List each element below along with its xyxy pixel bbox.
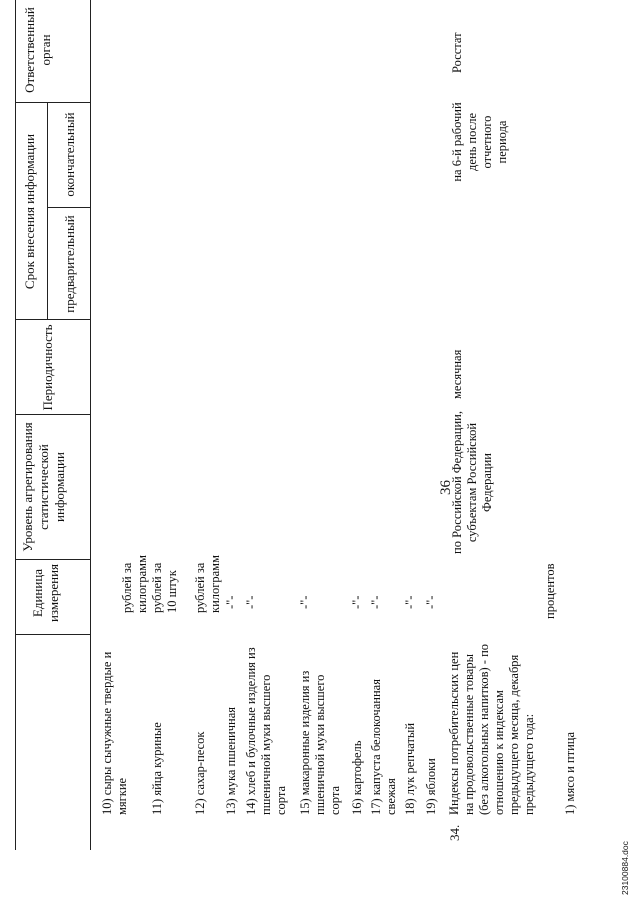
header-aggregation: Уровень агрегирования статистической информации (20, 422, 67, 552)
list-item-unit: рублей за килограмм (120, 555, 149, 613)
header-final: окончательный (62, 112, 77, 197)
item-34-periodicity: месячная (450, 349, 464, 399)
header-bottom-border (90, 0, 91, 850)
page-number: 36 (438, 480, 454, 495)
list-item-unit: рублей за килограмм (193, 555, 222, 613)
header-unit: Единица измерения (30, 563, 61, 623)
list-item-unit: -"- (244, 595, 258, 609)
sub-item-name: 1) мясо и птица (563, 731, 577, 815)
col-divider-2 (15, 559, 90, 560)
item-34-aggregation: по Российской Федерации, субъектам Российской Федерации (450, 411, 494, 554)
header-preliminary: предварительный (62, 215, 77, 313)
item-34-final-deadline: на 6-й рабочий день после отчетного периода (450, 102, 509, 182)
list-item-name: 13) мука пшеничная (224, 706, 238, 815)
list-item-name: 12) сахар-песок (193, 731, 207, 815)
list-item-name: 10) сыры сычужные твердые и мягкие (100, 651, 129, 815)
deadline-subheader-border (47, 103, 48, 320)
item-number: 34. (447, 824, 462, 841)
table-top-border (15, 0, 16, 850)
list-item-name: 14) хлеб и булочные изделия из пшеничной муки высшего сорта (244, 647, 288, 815)
col-divider-1 (15, 634, 90, 635)
list-item-unit: -"- (403, 595, 417, 609)
list-item-name: 16) картофель (350, 740, 364, 815)
list-item-name: 15) макаронные изделия из пшеничной муки высшего сорта (298, 670, 342, 815)
item-34-responsible: Росстат (450, 32, 464, 73)
list-item-unit: -"- (224, 595, 238, 609)
list-item-unit: -"- (424, 595, 438, 609)
list-item-name: 19) яблоки (424, 758, 438, 815)
list-item-name: 11) яйца куриные (150, 722, 164, 815)
list-item-name: 18) лук репчатый (403, 722, 417, 815)
header-responsible: Ответственный орган (22, 7, 53, 93)
list-item-name: 17) капуста белокочанная свежая (369, 679, 398, 815)
item-34-name: Индексы потребительских цен на продовольственные товары (без алкогольных напитков) - по отношению к индексам предыдущего месяца, декабря предыдущего года: (447, 643, 536, 815)
header-deadline: Срок внесения информации (22, 133, 37, 290)
sub-item-unit: процентов (543, 563, 557, 619)
col-divider-5 (47, 207, 90, 208)
list-item-unit: -"- (369, 595, 383, 609)
document-code: 23100884.doc (620, 841, 630, 895)
list-item-unit: -"- (298, 595, 312, 609)
list-item-unit: рублей за 10 штук (150, 562, 179, 613)
list-item-unit: -"- (350, 595, 364, 609)
header-periodicity: Периодичность (40, 324, 55, 411)
